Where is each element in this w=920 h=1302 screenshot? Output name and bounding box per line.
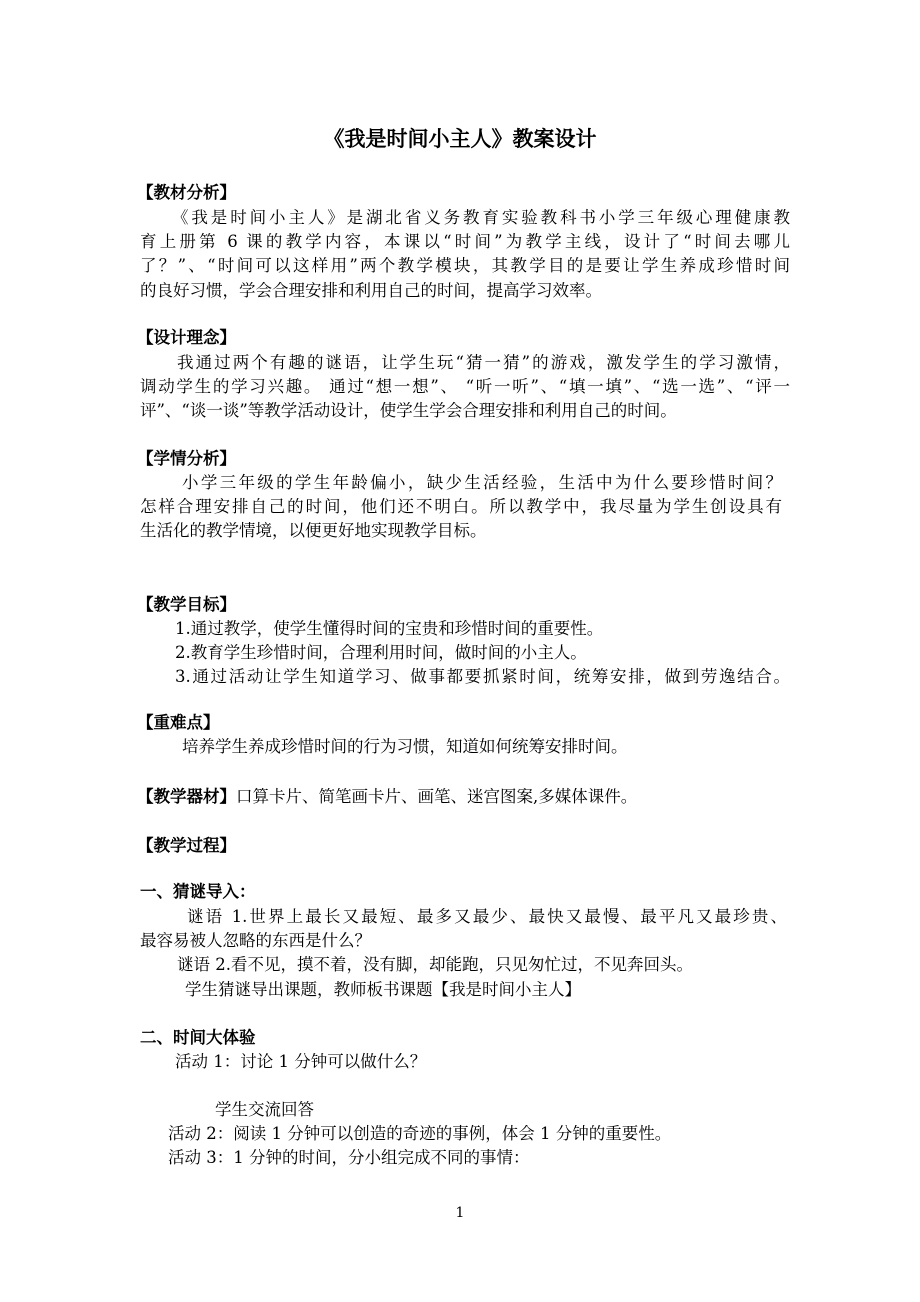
paragraph-line: 调动学生的学习兴趣。 通过“想一想”、 “听一听”、“填一填”、“选一选”、“评一 bbox=[140, 377, 790, 396]
activity-line: 活动 1：讨论 1 分钟可以做什么？ bbox=[175, 1052, 427, 1071]
section-heading: 【重难点】 bbox=[137, 713, 220, 732]
paragraph-line: 谜语 2.看不见，摸不着，没有脚，却能跑，只见匆忙过，不见奔回头。 bbox=[177, 955, 693, 974]
section-heading: 【教材分析】 bbox=[137, 183, 236, 202]
paragraph-line: 评”、“谈一谈”等教学活动设计，使学生学会合理安排和利用自己的时间。 bbox=[140, 401, 677, 420]
materials-line bbox=[137, 786, 637, 808]
section-heading: 【教学过程】 bbox=[137, 836, 236, 855]
paragraph-line: 育上册第 6 课的教学内容，本课以“时间”为教学主线，设计了“时间去哪儿 bbox=[140, 232, 790, 251]
activity-line: 活动 3：1 分钟的时间，分小组完成不同的事情： bbox=[168, 1148, 530, 1167]
activity-line: 学生交流回答 bbox=[215, 1100, 314, 1119]
activity-line: 活动 2：阅读 1 分钟可以创造的奇迹的事例，体会 1 分钟的重要性。 bbox=[168, 1124, 672, 1143]
section-heading: 【学情分析】 bbox=[137, 449, 236, 468]
paragraph-line: 小学三年级的学生年龄偏小，缺少生活经验，生活中为什么要珍惜时间？ bbox=[182, 473, 782, 492]
paragraph-line: 学生猜谜导出课题，教师板书课题【我是时间小主人】 bbox=[185, 980, 581, 999]
objective-item: 1.通过教学，使学生懂得时间的宝贵和珍惜时间的重要性。 bbox=[175, 619, 604, 638]
paragraph-line: 最容易被人忽略的东西是什么？ bbox=[140, 931, 371, 950]
paragraph-line: 谜语 1.世界上最长又最短、最多又最少、最快又最慢、最平凡又最珍贵、 bbox=[187, 907, 787, 926]
page-number: 1 bbox=[455, 1205, 465, 1221]
paragraph-line: 了？”、“时间可以这样用”两个教学模块，其教学目的是要让学生养成珍惜时间 bbox=[140, 256, 790, 275]
objective-item: 2.教育学生珍惜时间，合理利用时间，做时间的小主人。 bbox=[175, 643, 587, 662]
section-heading: 【设计理念】 bbox=[137, 328, 236, 347]
part-heading: 一、猜谜导入： bbox=[140, 882, 256, 901]
paragraph-line: 《我是时间小主人》是湖北省义务教育实验教科书小学三年级心理健康教 bbox=[172, 208, 790, 227]
part-heading: 二、时间大体验 bbox=[140, 1028, 256, 1047]
paragraph-line: 的良好习惯，学会合理安排和利用自己的时间，提高学习效率。 bbox=[140, 281, 602, 300]
paragraph-line: 生活化的教学情境，以便更好地实现教学目标。 bbox=[140, 521, 487, 540]
document-title: 《我是时间小主人》教案设计 bbox=[323, 127, 597, 151]
section-heading: 【教学目标】 bbox=[137, 595, 236, 614]
paragraph-line: 怎样合理安排自己的时间，他们还不明白。所以教学中，我尽量为学生创设具有 bbox=[140, 497, 782, 516]
paragraph-line: 我通过两个有趣的谜语，让学生玩“猜一猜”的游戏，激发学生的学习激情， bbox=[177, 353, 790, 372]
section-heading: 【教学器材】 bbox=[137, 787, 236, 806]
materials-text: 口算卡片、简笔画卡片、画笔、迷宫图案,多媒体课件。 bbox=[236, 787, 638, 806]
paragraph-line: 培养学生养成珍惜时间的行为习惯，知道如何统筹安排时间。 bbox=[182, 737, 628, 756]
objective-item: 3.通过活动让学生知道学习、做事都要抓紧时间，统筹安排，做到劳逸结合。 bbox=[175, 667, 790, 686]
